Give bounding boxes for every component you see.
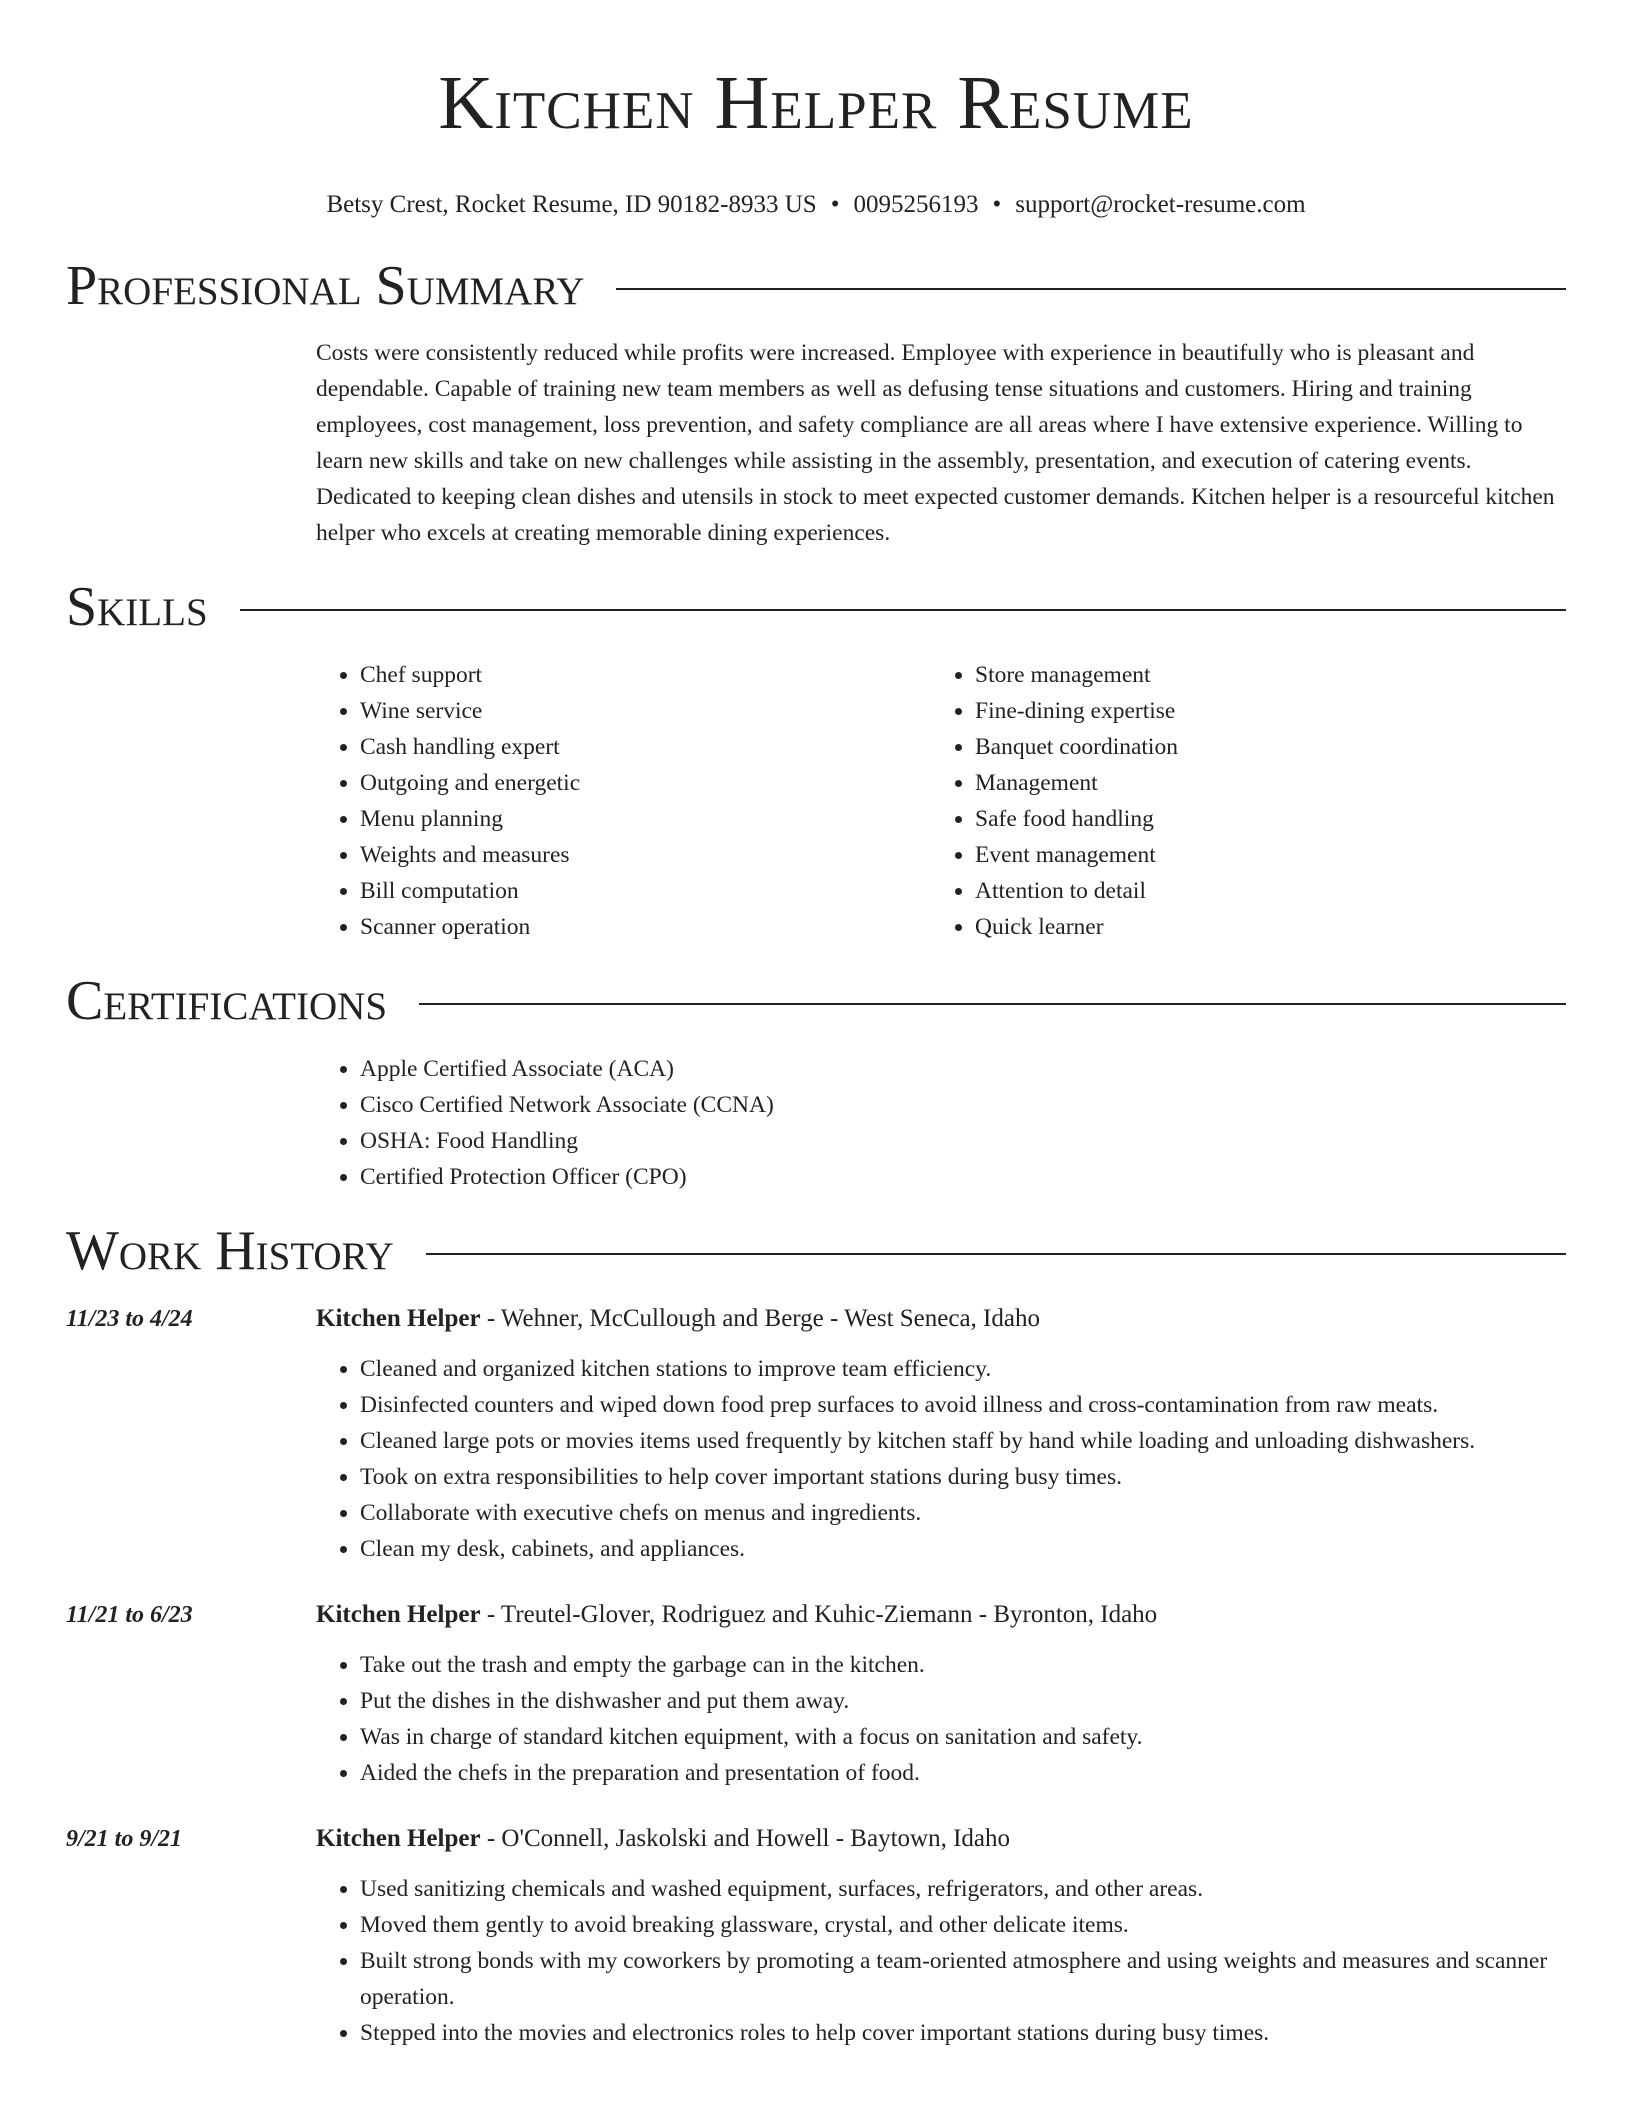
job-bullet: • Put the dishes in the dishwasher and put them away. — [360, 1683, 1566, 1719]
skills-section — [316, 657, 1566, 945]
skill-item: • Attention to detail — [975, 873, 1546, 909]
work-history-section-header — [66, 1221, 1566, 1281]
summary-section — [316, 335, 1566, 551]
certification-item: • OSHA: Food Handling — [360, 1123, 1566, 1159]
certification-item: • Cisco Certified Network Associate (CCNA) — [360, 1087, 1566, 1123]
skill-item: • Scanner operation — [360, 909, 931, 945]
job-bullet: • Took on extra responsibilities to help cover important stations during busy times. — [360, 1459, 1566, 1495]
certifications-list — [316, 1051, 1566, 1195]
summary-text: Costs were consistently reduced while profits were increased. Employee with experience in beautifully who is pleasant and dependable. Capable of training new team members as well as defusing tense situations and customers. Hiring and training employees, cost management, loss prevention, and safety compliance are all areas where I have extensive experience. Willing to learn new skills and take on new challenges while assisting in the assembly, presentation, and execution of catering events. Dedicated to keeping clean dishes and utensils in stock to meet expected customer demands. Kitchen helper is a resourceful kitchen helper who excels at creating memorable dining experiences. — [316, 340, 1555, 546]
job-bullets — [316, 1871, 1566, 2051]
job-content — [316, 1301, 1566, 1567]
page-title: Kitchen Helper Resume — [438, 61, 1194, 145]
job-bullet: • Take out the trash and empty the garbage can in the kitchen. — [360, 1647, 1566, 1683]
skill-item: • Banquet coordination — [975, 729, 1546, 765]
skill-item: • Menu planning — [360, 801, 931, 837]
skill-item: • Cash handling expert — [360, 729, 931, 765]
job-bullet: • Cleaned and organized kitchen stations to improve team efficiency. — [360, 1351, 1566, 1387]
job-bullet: • Aided the chefs in the preparation and presentation of food. — [360, 1755, 1566, 1791]
job-bullet: • Moved them gently to avoid breaking glassware, crystal, and other delicate items. — [360, 1907, 1566, 1943]
work-history-heading: Work History — [66, 1220, 394, 1282]
job-header — [316, 1597, 1566, 1633]
skill-item: • Wine service — [360, 693, 931, 729]
job-entry — [66, 1821, 1566, 2051]
certification-item: • Certified Protection Officer (CPO) — [360, 1159, 1566, 1195]
job-bullet: • Collaborate with executive chefs on menus and ingredients. — [360, 1495, 1566, 1531]
skills-list-right — [931, 657, 1546, 945]
job-bullet: • Cleaned large pots or movies items used frequently by kitchen staff by hand while loading and unloading dishwashers. — [360, 1423, 1566, 1459]
skill-item: • Management — [975, 765, 1546, 801]
job-header — [316, 1821, 1566, 1857]
job-employer: - Treutel-Glover, Rodriguez and Kuhic-Ziemann - Byronton, Idaho — [480, 1601, 1158, 1628]
certifications-section — [316, 1051, 1566, 1195]
skill-item: • Chef support — [360, 657, 931, 693]
job-bullet: • Stepped into the movies and electronics roles to help cover important stations during busy times. — [360, 2015, 1566, 2051]
job-title: Kitchen Helper — [316, 1305, 481, 1332]
job-dates: 11/23 to 4/24 — [66, 1306, 193, 1332]
skills-section-header — [66, 577, 1566, 637]
summary-heading: Professional Summary — [66, 255, 585, 317]
contact-phone: 0095256193 — [853, 191, 979, 218]
job-bullets — [316, 1351, 1566, 1567]
certifications-section-header — [66, 971, 1566, 1031]
contact-line — [66, 190, 1566, 220]
job-bullet: • Clean my desk, cabinets, and appliances. — [360, 1531, 1566, 1567]
skill-item: • Quick learner — [975, 909, 1546, 945]
job-bullet: • Built strong bonds with my coworkers by promoting a team-oriented atmosphere and using weights and measures and scanner operation. — [360, 1943, 1566, 2015]
skills-column-left — [316, 657, 931, 945]
job-title: Kitchen Helper — [316, 1601, 481, 1628]
section-divider — [616, 288, 1566, 290]
job-bullet: • Was in charge of standard kitchen equipment, with a focus on sanitation and safety. — [360, 1719, 1566, 1755]
contact-separator: • — [830, 191, 840, 218]
skill-item: • Weights and measures — [360, 837, 931, 873]
skill-item: • Safe food handling — [975, 801, 1546, 837]
job-employer: - O'Connell, Jaskolski and Howell - Baytown, Idaho — [480, 1825, 1010, 1852]
job-bullets — [316, 1647, 1566, 1791]
skill-item: • Fine-dining expertise — [975, 693, 1546, 729]
skills-columns — [316, 657, 1566, 945]
job-title: Kitchen Helper — [316, 1825, 481, 1852]
section-divider — [419, 1003, 1566, 1005]
job-employer: - Wehner, McCullough and Berge - West Seneca, Idaho — [480, 1305, 1040, 1332]
job-content — [316, 1597, 1566, 1791]
skill-item: • Outgoing and energetic — [360, 765, 931, 801]
skill-item: • Event management — [975, 837, 1546, 873]
contact-email[interactable]: support@rocket-resume.com — [1015, 191, 1306, 218]
job-entry — [66, 1597, 1566, 1791]
skills-heading: Skills — [66, 576, 208, 638]
certifications-heading: Certifications — [66, 970, 388, 1032]
job-header — [316, 1301, 1566, 1337]
skill-item: • Store management — [975, 657, 1546, 693]
job-bullet: • Used sanitizing chemicals and washed equipment, surfaces, refrigerators, and other areas. — [360, 1871, 1566, 1907]
job-bullet: • Disinfected counters and wiped down food prep surfaces to avoid illness and cross-contamination from raw meats. — [360, 1387, 1566, 1423]
job-dates: 11/21 to 6/23 — [66, 1602, 193, 1628]
certification-item: • Apple Certified Associate (ACA) — [360, 1051, 1566, 1087]
job-entry — [66, 1301, 1566, 1567]
summary-section-header — [66, 256, 1566, 316]
section-divider — [240, 609, 1566, 611]
job-dates: 9/21 to 9/21 — [66, 1826, 183, 1852]
section-divider — [426, 1253, 1566, 1255]
job-content — [316, 1821, 1566, 2051]
contact-separator: • — [992, 191, 1002, 218]
contact-address: Betsy Crest, Rocket Resume, ID 90182-8933 US — [326, 191, 817, 218]
skills-list-left — [316, 657, 931, 945]
skills-column-right — [931, 657, 1546, 945]
skill-item: • Bill computation — [360, 873, 931, 909]
